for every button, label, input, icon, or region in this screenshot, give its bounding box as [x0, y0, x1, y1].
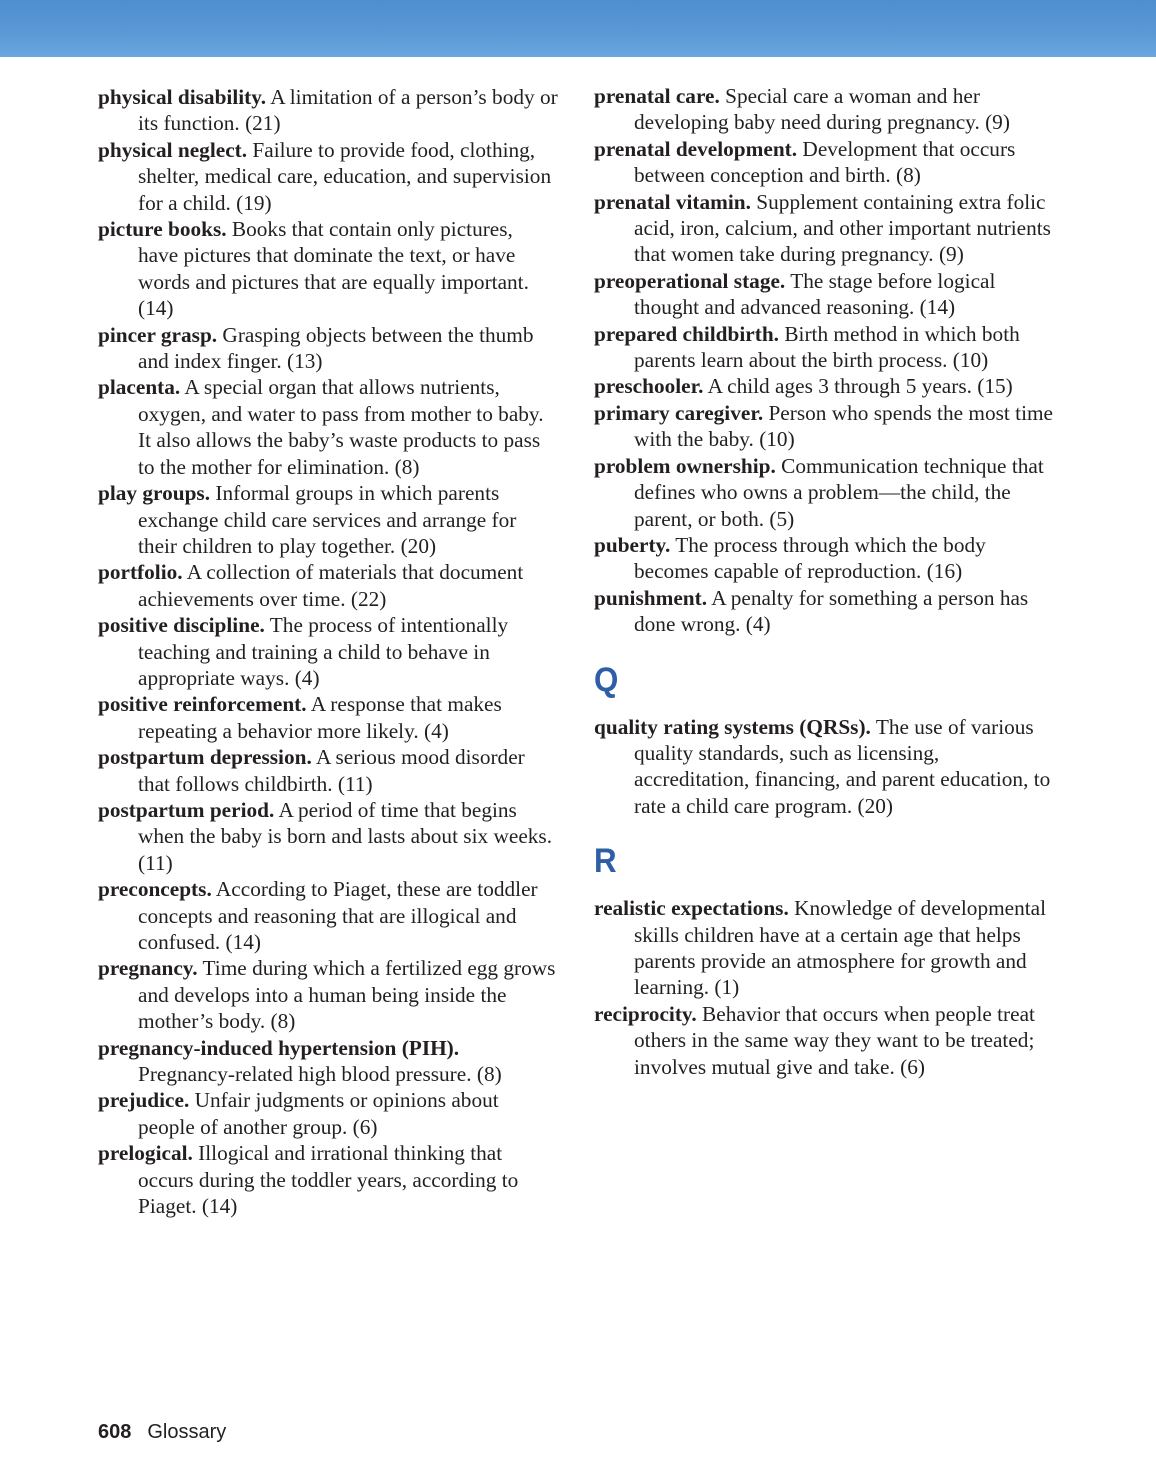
- glossary-entry: [594, 714, 1054, 820]
- glossary-term: picture books.: [98, 217, 227, 242]
- glossary-term: preschooler.: [594, 374, 704, 399]
- glossary-definition: A special organ that allows nutrients, oxygen, and water to pass from mother to baby. It also allows the baby’s waste products to pass to the mother for elimination. (8): [138, 375, 544, 479]
- glossary-term: realistic expectations.: [594, 896, 789, 921]
- glossary-entry: [594, 268, 1054, 321]
- glossary-definition: Knowledge of developmental skills children have at a certain age that helps parents provide an atmosphere for growth and learning. (1): [634, 896, 1047, 1000]
- glossary-entry: [98, 322, 558, 375]
- glossary-entry: [98, 216, 558, 322]
- glossary-definition: Unfair judgments or opinions about people of another group. (6): [138, 1088, 499, 1139]
- glossary-column-right: [594, 83, 1054, 1080]
- glossary-entry: [98, 559, 558, 612]
- glossary-definition: Informal groups in which parents exchange child care services and arrange for their children to play together. (20): [138, 481, 517, 558]
- glossary-definition: Pregnancy-related high blood pressure. (8): [138, 1062, 502, 1087]
- section-letter-r: R: [594, 842, 617, 881]
- glossary-term: prelogical.: [98, 1141, 193, 1166]
- glossary-term: punishment.: [594, 585, 708, 610]
- glossary-entry: [594, 1001, 1054, 1080]
- glossary-entry: [98, 1140, 558, 1219]
- glossary-entry: [594, 321, 1054, 374]
- glossary-entry: [98, 137, 558, 216]
- glossary-term: preoperational stage.: [594, 268, 786, 293]
- glossary-definition: Person who spends the most time with the baby. (10): [634, 400, 1053, 452]
- glossary-term: positive reinforcement.: [98, 692, 307, 717]
- glossary-entry: [594, 895, 1054, 1001]
- header-band: [0, 0, 1156, 57]
- glossary-definition: Books that contain only pictures, have pictures that dominate the text, or have words and pictures that are equally important. (14): [138, 217, 529, 321]
- glossary-column-left: [98, 84, 558, 1219]
- glossary-entry: [98, 797, 558, 876]
- glossary-term: placenta.: [98, 375, 181, 400]
- glossary-definition: A serious mood disorder that follows childbirth. (11): [138, 745, 525, 796]
- glossary-term: prejudice.: [98, 1088, 190, 1113]
- glossary-entry: [594, 83, 1054, 136]
- glossary-entry: [98, 1035, 558, 1088]
- glossary-term: physical neglect.: [98, 137, 248, 162]
- glossary-definition: Supplement containing extra folic acid, iron, calcium, and other important nutrients that women take during pregnancy. (9): [634, 189, 1051, 267]
- glossary-entry: [98, 955, 558, 1034]
- glossary-term: physical disability.: [98, 85, 267, 109]
- glossary-definition: A limitation of a person’s body or its function. (21): [138, 85, 558, 136]
- glossary-term: postpartum period.: [98, 797, 275, 822]
- glossary-definition: Communication technique that defines who owns a problem—the child, the parent, or both. (5): [634, 453, 1044, 531]
- glossary-definition: A collection of materials that document achievements over time. (22): [138, 560, 524, 611]
- glossary-definition: The stage before logical thought and advanced reasoning. (14): [634, 268, 996, 320]
- glossary-definition: The use of various quality standards, such as licensing, accreditation, financing, and parent education, to rate a child care program. (20): [634, 714, 1051, 818]
- glossary-term: portfolio.: [98, 560, 183, 585]
- glossary-definition: Development that occurs between conception and birth. (8): [634, 136, 1016, 188]
- glossary-term: preconcepts.: [98, 877, 212, 902]
- glossary-entry: [594, 373, 1054, 399]
- page-number: 608: [98, 1421, 132, 1443]
- glossary-r-entries: [594, 895, 1054, 1080]
- glossary-entry: [594, 189, 1054, 268]
- glossary-definition: A response that makes repeating a behavior more likely. (4): [138, 692, 502, 743]
- glossary-p-entries: [594, 83, 1054, 638]
- glossary-definition: Time during which a fertilized egg grows and develops into a human being inside the mother’s body. (8): [138, 956, 556, 1034]
- glossary-entry: [98, 744, 558, 797]
- glossary-definition: Special care a woman and her developing baby need during pregnancy. (9): [634, 84, 1010, 135]
- glossary-term: prenatal development.: [594, 136, 798, 161]
- glossary-definition: Illogical and irrational thinking that occurs during the toddler years, according to Piaget. (14): [138, 1141, 519, 1219]
- glossary-term: puberty.: [594, 532, 671, 557]
- glossary-entry: [594, 532, 1054, 585]
- glossary-term: prenatal care.: [594, 84, 720, 108]
- section-letter-q: Q: [594, 660, 619, 699]
- glossary-definition: The process through which the body becomes capable of reproduction. (16): [634, 532, 986, 584]
- glossary-term: pregnancy.: [98, 956, 198, 981]
- glossary-term: prepared childbirth.: [594, 321, 779, 346]
- glossary-term: postpartum depression.: [98, 745, 312, 770]
- glossary-q-entries: [594, 714, 1054, 820]
- glossary-term: positive discipline.: [98, 613, 265, 638]
- glossary-entry: [98, 374, 558, 480]
- glossary-definition: Failure to provide food, clothing, shelter, medical care, education, and supervision for a child. (19): [138, 137, 552, 215]
- glossary-definition: The process of intentionally teaching and training a child to behave in appropriate ways. (4): [138, 613, 509, 690]
- glossary-entry: [594, 136, 1054, 189]
- glossary-entry: [594, 453, 1054, 532]
- glossary-term: pincer grasp.: [98, 322, 218, 347]
- glossary-entry: [98, 480, 558, 559]
- glossary-term: reciprocity.: [594, 1001, 697, 1026]
- glossary-definition: A period of time that begins when the baby is born and lasts about six weeks. (11): [138, 797, 553, 875]
- glossary-definition: Grasping objects between the thumb and index finger. (13): [138, 322, 534, 374]
- glossary-entry: [98, 876, 558, 955]
- glossary-term: play groups.: [98, 481, 211, 506]
- glossary-term: prenatal vitamin.: [594, 189, 751, 214]
- glossary-term: pregnancy-induced hypertension (PIH).: [98, 1035, 460, 1060]
- glossary-term: problem ownership.: [594, 453, 776, 478]
- glossary-entry: [98, 612, 558, 691]
- glossary-entry: [594, 585, 1054, 638]
- glossary-definition: A child ages 3 through 5 years. (15): [703, 374, 1013, 399]
- glossary-definition: Behavior that occurs when people treat others in the same way they want to be treated; involves mutual give and take. (6): [634, 1001, 1035, 1079]
- glossary-term: primary caregiver.: [594, 400, 764, 425]
- page-footer: [98, 1421, 226, 1444]
- glossary-entry: [594, 400, 1054, 453]
- footer-section-title: Glossary: [147, 1421, 227, 1443]
- glossary-entry: [98, 1087, 558, 1140]
- glossary-entry: [98, 84, 558, 137]
- glossary-definition: Birth method in which both parents learn about the birth process. (10): [634, 321, 1020, 373]
- glossary-definition: A penalty for something a person has done wrong. (4): [634, 585, 1029, 637]
- glossary-definition: According to Piaget, these are toddler concepts and reasoning that are illogical and confused. (14): [138, 877, 538, 954]
- glossary-entry: [98, 691, 558, 744]
- glossary-term: quality rating systems (QRSs).: [594, 714, 871, 739]
